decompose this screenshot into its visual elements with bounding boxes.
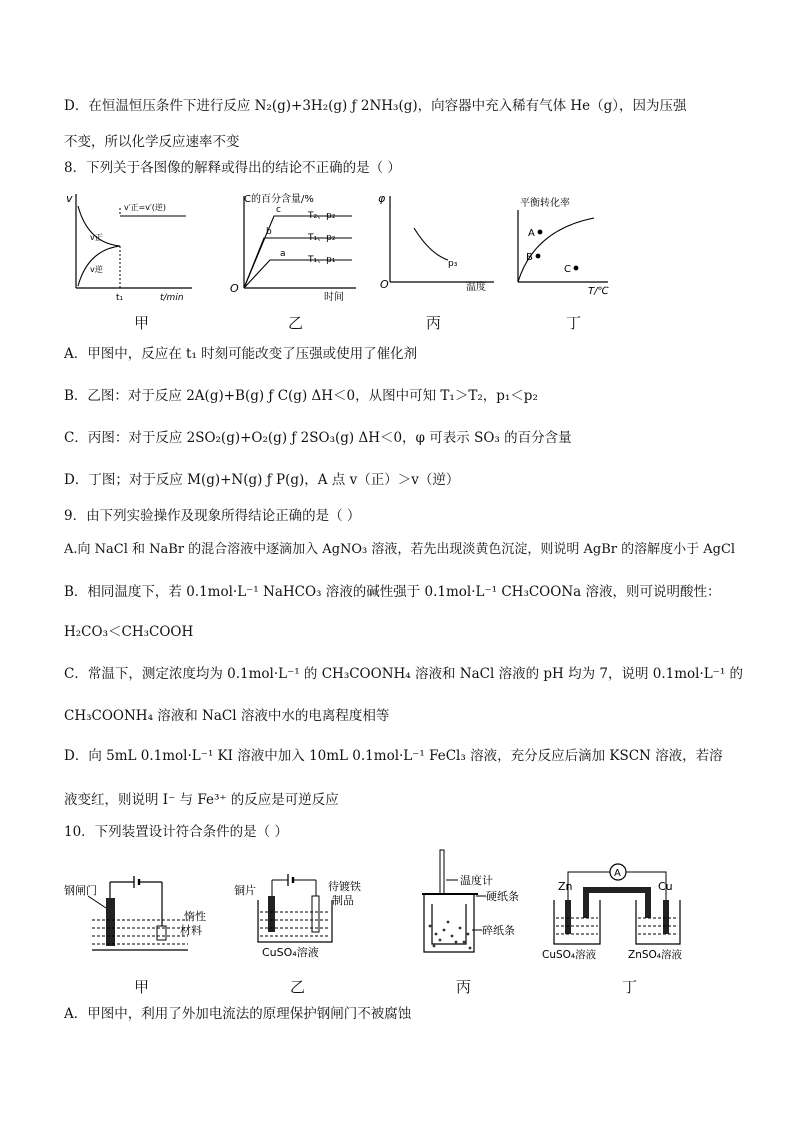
q10-bing-caption: 丙 <box>456 978 472 996</box>
q8-bing-curve-label: p₃ <box>448 259 458 269</box>
q8-yi-origin: O <box>230 282 239 295</box>
q8-yi-xlabel: 时间 <box>324 292 344 303</box>
q8-figure-yi <box>228 188 378 306</box>
q9-option-b-line1: B．相同温度下，若 0.1mol·L⁻¹ NaHCO₃ 溶液的碱性强于 0.1mol·L⁻¹ CH₃COONa 溶液，则可说明酸性： <box>64 584 721 600</box>
q10-ding-meter: A <box>614 868 621 879</box>
q8-bing-xlabel: 温度 <box>466 282 486 293</box>
q8-yi-ylabel: C的百分含量/% <box>244 194 314 205</box>
q10-yi-plated2: 制品 <box>332 894 354 907</box>
q8-ding-point-c: C <box>564 264 571 275</box>
q7-option-d-line2: 不变，所以化学反应速率不变 <box>64 134 240 150</box>
q8-yi-curve-c: c <box>276 205 281 215</box>
q8-figure-jia <box>62 188 202 306</box>
q8-jia-xlabel: t/min <box>160 293 184 303</box>
q8-ding-xlabel: T/℃ <box>588 286 609 297</box>
q8-figure-ding <box>508 190 622 300</box>
q8-yi-curve-a: a <box>280 249 286 259</box>
q10-jia-inert2: 材料 <box>180 924 202 937</box>
q8-ding-point-b: B <box>526 252 533 263</box>
q10-ding-caption: 丁 <box>622 978 638 996</box>
q10-option-a: A．甲图中，利用了外加电流法的原理保护钢闸门不被腐蚀 <box>64 1006 412 1022</box>
q10-bing-shreds: 碎纸条 <box>482 924 515 937</box>
q10-figure-yi <box>232 866 382 960</box>
q9-option-a: A.向 NaCl 和 NaBr 的混合溶液中逐滴加入 AgNO₃ 溶液，若先出现淡黄色沉淀，则说明 AgBr 的溶解度小于 AgCl <box>64 542 736 557</box>
q10-yi-copper: 铜片 <box>234 884 256 897</box>
q10-ding-sol-left: CuSO₄溶液 <box>542 949 597 961</box>
q8-stem: 8．下列关于各图像的解释或得出的结论不正确的是（ ） <box>64 160 401 176</box>
q10-jia-gate: 钢闸门 <box>64 884 97 897</box>
q8-yi-curve-c-label: T₂、p₂ <box>308 211 336 221</box>
q10-yi-caption: 乙 <box>290 978 306 996</box>
q8-option-b: B．乙图：对于反应 2A(g)+B(g) ƒ C(g) ΔH＜0，从图中可知 T₁＞T₂，p₁＜p₂ <box>64 388 538 404</box>
q8-option-c: C．丙图：对于反应 2SO₂(g)+O₂(g) ƒ 2SO₃(g) ΔH＜0，φ 可表示 SO₃ 的百分含量 <box>64 430 572 446</box>
q7-option-d-line1: D．在恒温恒压条件下进行反应 N₂(g)+3H₂(g) ƒ 2NH₃(g)，向容器中充入稀有气体 He（g），因为压强 <box>64 98 687 114</box>
q8-jia-t1: t₁ <box>116 293 124 303</box>
q10-yi-plated1: 待镀铁 <box>328 880 361 893</box>
q8-ding-ylabel: 平衡转化率 <box>520 198 570 209</box>
q9-option-d-line1: D．向 5mL 0.1mol·L⁻¹ KI 溶液中加入 10mL 0.1mol·L⁻¹ FeCl₃ 溶液，充分反应后滴加 KSCN 溶液，若溶 <box>64 748 723 764</box>
q8-ding-caption: 丁 <box>566 314 582 332</box>
q8-yi-curve-a-label: T₁、p₁ <box>308 255 336 265</box>
q9-option-c-line1: C．常温下，测定浓度均为 0.1mol·L⁻¹ 的 CH₃COONH₄ 溶液和 NaCl 溶液的 pH 均为 7，说明 0.1mol·L⁻¹ 的 <box>64 666 744 682</box>
q10-jia-caption: 甲 <box>134 978 150 996</box>
q8-jia-caption: 甲 <box>134 314 150 332</box>
q8-bing-caption: 丙 <box>426 314 442 332</box>
q9-stem: 9．由下列实验操作及现象所得结论正确的是（ ） <box>64 508 361 524</box>
q10-figure-bing <box>416 848 546 960</box>
q10-jia-inert1: 惰性 <box>184 910 206 923</box>
q8-option-a: A．甲图中，反应在 t₁ 时刻可能改变了压强或使用了催化剂 <box>64 346 418 362</box>
q10-figure-jia <box>62 868 222 958</box>
q8-ding-point-a: A <box>528 228 535 239</box>
q8-jia-ylabel: v <box>66 192 73 205</box>
q10-ding-zn: Zn <box>558 880 573 893</box>
q10-bing-cardboard: 硬纸条 <box>486 890 519 903</box>
q10-figure-ding <box>540 860 710 964</box>
q8-bing-ylabel: φ <box>378 192 386 205</box>
q8-yi-caption: 乙 <box>288 314 304 332</box>
q8-figure-bing <box>376 188 504 306</box>
q10-yi-solution: CuSO₄溶液 <box>262 946 319 959</box>
q8-jia-v-forward: v正 <box>90 233 103 242</box>
q10-stem: 10．下列装置设计符合条件的是（ ） <box>64 824 288 840</box>
q10-ding-cu: Cu <box>658 880 673 893</box>
q10-bing-thermometer: 温度计 <box>460 874 493 887</box>
q8-bing-origin: O <box>380 278 389 291</box>
q8-jia-equal-label: v′正=v′(逆) <box>124 203 167 212</box>
q8-yi-curve-b: b <box>266 227 272 237</box>
q9-option-d-line2: 液变红，则说明 I⁻ 与 Fe³⁺ 的反应是可逆反应 <box>64 792 339 808</box>
q8-jia-v-reverse: v逆 <box>90 265 103 274</box>
q9-option-b-line2: H₂CO₃＜CH₃COOH <box>64 624 194 640</box>
q8-yi-curve-b-label: T₁、p₂ <box>308 233 336 243</box>
q9-option-c-line2: CH₃COONH₄ 溶液和 NaCl 溶液中水的电离程度相等 <box>64 708 390 724</box>
q10-ding-sol-right: ZnSO₄溶液 <box>628 949 682 961</box>
q8-option-d: D．丁图；对于反应 M(g)+N(g) ƒ P(g)，A 点 v（正）＞v（逆） <box>64 472 460 488</box>
